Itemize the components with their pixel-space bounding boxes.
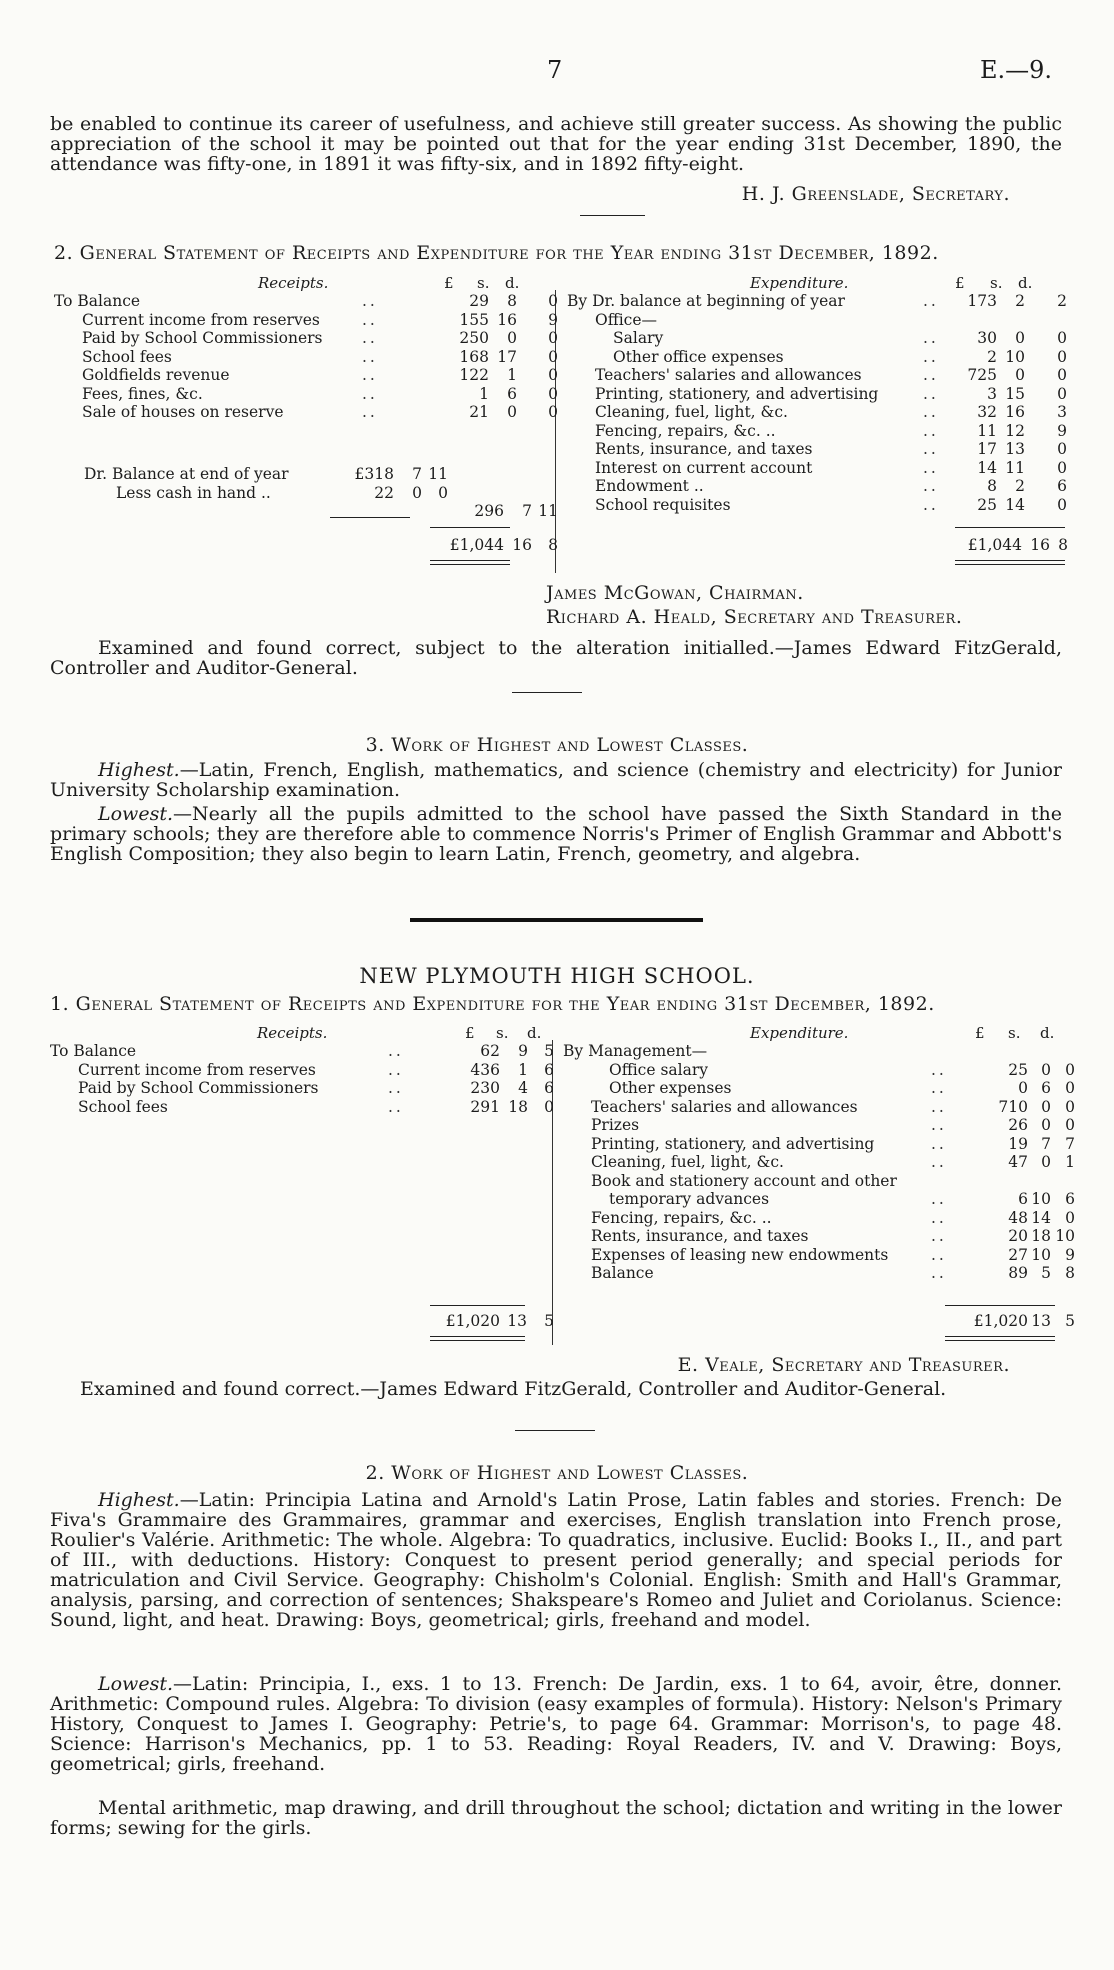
table-row [563, 1208, 1075, 1228]
cell-pence: 1 [1065, 1153, 1075, 1171]
section-heading: 3. Work of Highest and Lowest Classes. [365, 734, 749, 756]
cell-shillings: 10 [1005, 347, 1025, 366]
cell-pence: 0 [1057, 458, 1067, 477]
table-row [567, 366, 1067, 385]
section-heading: 1. General Statement of Receipts and Expenditure for the Year ending 31st December, 1892. [50, 993, 935, 1015]
total-rule [430, 1305, 525, 1306]
pence-col: d. [505, 274, 520, 292]
cell-pounds: 32 [977, 403, 997, 421]
receipts-table [50, 1042, 554, 1116]
cell-shillings: 0 [1041, 1116, 1051, 1134]
receipts-table [54, 292, 558, 422]
examined-note: Examined and found correct, subject to the alteration initialled.—James Edward FitzGerald, Controller and Auditor-General. [50, 637, 1062, 679]
leader-dots: .. [923, 458, 939, 477]
total-pounds: £1,044 [449, 536, 504, 554]
table-row [563, 1060, 1075, 1080]
cell-shillings: 0 [1041, 1060, 1051, 1079]
table-row [567, 329, 1067, 348]
leader-dots: .. [923, 329, 939, 347]
cell-shillings: 18 [508, 1097, 528, 1116]
cell-pounds: 122 [459, 366, 489, 384]
cell-shillings: 2 [1015, 477, 1025, 495]
cell-shillings: 9 [518, 1042, 528, 1060]
leader-dots: .. [362, 347, 378, 366]
cell-pounds: 3 [987, 384, 997, 403]
table-row [54, 347, 558, 367]
row-label: Fencing, repairs, &c. .. [595, 421, 776, 440]
cell-pence: 9 [548, 310, 558, 329]
table-row [50, 1060, 554, 1080]
table-row [563, 1116, 1075, 1135]
leader-dots: .. [923, 403, 939, 421]
leader-dots: .. [931, 1153, 947, 1171]
leader-dots: .. [388, 1079, 404, 1097]
cell-pounds: 27 [1008, 1245, 1028, 1264]
table-row [563, 1264, 1075, 1283]
cell-pence: 0 [548, 384, 558, 403]
cell-pounds: 8 [987, 477, 997, 495]
leader-dots: .. [931, 1264, 947, 1282]
cell-shillings: 11 [1005, 458, 1025, 477]
double-rule [430, 1336, 525, 1337]
table-row [54, 292, 558, 311]
leader-dots: .. [931, 1134, 947, 1153]
shilling-col: s. [1008, 1024, 1021, 1042]
table-row [563, 1042, 1063, 1061]
row-label: Teachers' salaries and allowances [591, 1097, 858, 1116]
table-row [563, 1097, 1075, 1117]
row-label: School requisites [595, 495, 731, 514]
expenditure-table [563, 1042, 1075, 1283]
double-rule [945, 1336, 1055, 1337]
cell-shillings: 10 [1031, 1190, 1051, 1208]
expenditure-total-row [567, 536, 1067, 555]
pence-col: d. [1040, 1024, 1055, 1042]
row-label: To Balance [50, 1042, 137, 1060]
leader-dots: .. [931, 1060, 947, 1079]
leader-dots: .. [923, 495, 939, 514]
cell-shillings: 1 [518, 1060, 528, 1079]
leader-dots: .. [931, 1116, 947, 1134]
cell-pounds: 6 [1018, 1190, 1028, 1208]
total-rule [955, 527, 1065, 528]
table-row [50, 1079, 554, 1098]
cell-pounds: 21 [469, 403, 489, 421]
double-rule [430, 560, 510, 561]
row-label: Cleaning, fuel, light, &c. [595, 403, 788, 421]
cell-shillings: 1 [507, 366, 517, 384]
table-row [50, 1097, 554, 1117]
row-label: Dr. Balance at end of year [84, 465, 289, 483]
cell-shillings: 2 [1015, 292, 1025, 310]
cell-pence: 7 [1065, 1134, 1075, 1153]
row-label: Fees, fines, &c. [82, 384, 203, 403]
pence-col: d. [1018, 274, 1033, 292]
total-pence: 5 [1065, 1312, 1075, 1330]
signatory-secretary: E. Veale, Secretary and Treasurer. [677, 1354, 1010, 1376]
leader-dots: .. [362, 310, 378, 329]
table-row [567, 403, 1067, 422]
total-pounds: £1,020 [973, 1312, 1028, 1330]
table-row [54, 384, 558, 404]
row-label: By Management— [563, 1042, 708, 1060]
cell-shillings: 8 [507, 292, 517, 310]
row-label: Endowment .. [595, 477, 704, 495]
leader-dots: .. [923, 292, 939, 310]
cell-pence: 8 [1065, 1264, 1075, 1282]
leader-dots: .. [923, 384, 939, 403]
page-number: 7 [547, 56, 563, 84]
table-row [567, 496, 1067, 515]
leader-dots: .. [923, 421, 939, 440]
cell-pounds: 25 [977, 495, 997, 514]
leader-dots: .. [931, 1227, 947, 1245]
cell-shillings: 14 [1031, 1208, 1051, 1227]
cell-pounds: 22 [374, 483, 394, 502]
total-pounds: £1,020 [445, 1312, 500, 1330]
cell-pounds: 436 [470, 1060, 500, 1079]
table-row [567, 422, 1067, 441]
cell-pence: 6 [544, 1060, 554, 1079]
highest-text: —Latin: Principia Latina and Arnold's Latin Prose, Latin fables and stories. French: De Fiva's Grammaire des Grammaires, grammar and exercises, English translation into French prose, Roulier's Valérie. Arithmetic: The whole. Algebra: To quadratics, inclusive. Euclid: Books I., II., and part of III., with deductions. History: Conquest to present period generally; and special periods for matriculation and Civil Service. Geography: Chisholm's Colonial. English: Smith and Hall's Grammar, analysis, parsing, and correction of sentences; Shakspeare's Romeo and Juliet and Coriolanus. Science: Sound, light, and heat. Drawing: Boys, geometrical; girls, freehand and model. [50, 1489, 1062, 1631]
total-shillings: 16 [1030, 536, 1050, 554]
cell-pence: 0 [544, 1097, 554, 1116]
section-separator [410, 918, 703, 922]
cell-pence: 5 [544, 1042, 554, 1060]
signatory-secretary: Richard A. Heald, Secretary and Treasurer. [546, 606, 963, 628]
total-shillings: 16 [512, 536, 532, 554]
cell-pounds: 291 [470, 1097, 500, 1116]
row-label: By Dr. balance at beginning of year [567, 292, 845, 310]
row-label: Rents, insurance, and taxes [591, 1227, 809, 1245]
cell-pence: 0 [548, 292, 558, 310]
cell-pence: 0 [1057, 366, 1067, 384]
cell-pence: 2 [1057, 292, 1067, 310]
cell-shillings: 0 [1015, 366, 1025, 384]
receipts-header: Receipts. [257, 1024, 328, 1042]
cell-pounds: 29 [469, 292, 489, 310]
leader-dots: .. [931, 1079, 947, 1097]
expenditure-header: Expenditure. [750, 274, 849, 292]
table-row [563, 1227, 1075, 1246]
table-row [54, 484, 554, 503]
cell-pounds: 14 [977, 458, 997, 477]
cell-shillings: 16 [497, 310, 517, 329]
row-label: Goldfields revenue [82, 366, 230, 384]
cell-shillings: 0 [507, 329, 517, 347]
highest-label: Highest. [98, 759, 180, 781]
cell-shillings: 10 [1031, 1245, 1051, 1264]
cell-shillings: 0 [1041, 1153, 1051, 1171]
row-label: Printing, stationery, and advertising [595, 384, 879, 403]
divider [580, 215, 645, 216]
row-label: Balance [591, 1264, 654, 1282]
row-label: Current income from reserves [78, 1060, 316, 1079]
cell-shillings: 0 [1041, 1097, 1051, 1116]
cell-pounds: 710 [998, 1097, 1028, 1116]
shilling-col: s. [990, 274, 1003, 292]
divider [512, 692, 582, 693]
table-row [54, 310, 558, 330]
table-row [563, 1172, 1063, 1191]
cell-pence: 10 [1055, 1227, 1075, 1245]
examined-note: Examined and found correct.—James Edward FitzGerald, Controller and Auditor-General. [80, 1378, 947, 1400]
cell-shillings: 6 [1041, 1079, 1051, 1097]
intro-signature: H. J. Greenslade, Secretary. [741, 183, 1010, 205]
cell-pence: 0 [1065, 1208, 1075, 1227]
row-label: Paid by School Commissioners [82, 329, 323, 347]
lowest-text: —Latin: Principia, I., exs. 1 to 13. French: De Jardin, exs. 1 to 64, avoir, être, donner. Arithmetic: Compound rules. Algebra: To division (easy examples of formula). History: Nelson's Primary History, Conquest to James I. Geography: Petrie's, to page 64. Grammar: Morrison's, to page 48. Science: Harrison's Mechanics, pp. 1 to 53. Reading: Royal Readers, IV. and V. Drawing: Boys, geometrical; girls, freehand. [50, 1673, 1062, 1775]
double-rule [945, 1340, 1055, 1341]
lowest-paragraph [50, 1674, 1062, 1774]
table-row [563, 1079, 1075, 1098]
cell-shillings: 12 [1005, 421, 1025, 440]
expenditure-total-row [563, 1312, 1075, 1331]
cell-pounds: 155 [459, 310, 489, 329]
total-pence: 8 [548, 536, 558, 554]
leader-dots: .. [931, 1097, 947, 1116]
table-row [567, 292, 1067, 311]
cell-shillings: 16 [1005, 403, 1025, 421]
row-label: Fencing, repairs, &c. .. [591, 1208, 772, 1227]
leader-dots: .. [923, 440, 939, 458]
highest-label: Highest. [98, 1489, 180, 1511]
table-row [54, 502, 558, 521]
total-rule [430, 527, 510, 528]
row-label: Other office expenses [613, 347, 784, 366]
cell-shillings: 4 [518, 1079, 528, 1097]
cell-pounds: 296 [474, 502, 504, 520]
row-label: Less cash in hand .. [116, 483, 271, 502]
subtotal-rule [330, 517, 410, 518]
cell-pence: 11 [538, 502, 558, 520]
cell-pence: 0 [1065, 1079, 1075, 1097]
section-heading: 2. General Statement of Receipts and Expenditure for the Year ending 31st December, 1892. [54, 242, 939, 264]
cell-pence: 11 [428, 465, 448, 483]
total-pence: 5 [544, 1312, 554, 1330]
cell-pounds: 1 [479, 384, 489, 403]
cell-pounds: 168 [459, 347, 489, 366]
total-pence: 8 [1058, 536, 1068, 554]
cell-pence: 0 [1057, 347, 1067, 366]
leader-dots: .. [931, 1245, 947, 1264]
row-label: Cleaning, fuel, light, &c. [591, 1153, 784, 1171]
row-label: School fees [82, 347, 172, 366]
table-row [54, 465, 554, 484]
cell-pounds: 0 [1018, 1079, 1028, 1097]
row-label: Other expenses [609, 1079, 732, 1097]
row-label: Book and stationery account and other [591, 1171, 897, 1190]
lowest-label: Lowest. [98, 1673, 173, 1695]
highest-text: —Latin, French, English, mathematics, and science (chemistry and electricity) for Junior University Scholarship examination. [50, 759, 1062, 801]
row-label: Office— [595, 310, 658, 329]
cell-pounds: 47 [1008, 1153, 1028, 1171]
row-label: Paid by School Commissioners [78, 1079, 319, 1097]
double-rule [430, 1340, 525, 1341]
row-label: Expenses of leasing new endowments [591, 1245, 889, 1264]
cell-pence: 6 [544, 1079, 554, 1097]
row-label: To Balance [54, 292, 141, 310]
receipts-header: Receipts. [258, 274, 329, 292]
leader-dots: .. [923, 366, 939, 384]
signatory-chairman: James McGowan, Chairman. [546, 582, 804, 604]
table-row [54, 366, 558, 385]
row-label: Sale of houses on reserve [82, 403, 284, 421]
double-rule [430, 564, 510, 565]
cell-pounds: 19 [1008, 1134, 1028, 1153]
closing-paragraph: Mental arithmetic, map drawing, and drill throughout the school; dictation and writing in the lower forms; sewing for the girls. [50, 1797, 1062, 1839]
intro-paragraph: be enabled to continue its career of usefulness, and achieve still greater success. As showing the public appreciation of the school it may be pointed out that for the year ending 31st December, 1890, the attendance was fifty-one, in 1891 it was fifty-six, and in 1892 fifty-eight. [50, 113, 1062, 175]
cell-pence: 0 [548, 347, 558, 366]
leader-dots: .. [923, 347, 939, 366]
leader-dots: .. [931, 1190, 947, 1208]
cell-pence: 0 [548, 403, 558, 421]
cell-pence: 3 [1057, 403, 1067, 421]
total-pounds: £1,044 [967, 536, 1022, 554]
row-label: Office salary [609, 1060, 709, 1079]
leader-dots: .. [362, 384, 378, 403]
cell-shillings: 0 [507, 403, 517, 421]
double-rule [955, 564, 1065, 565]
total-rule [945, 1305, 1055, 1306]
cell-pence: 0 [1057, 329, 1067, 347]
cell-shillings: 7 [412, 465, 422, 483]
pound-col: £ [444, 274, 454, 292]
cell-pence: 0 [548, 366, 558, 384]
cell-shillings: 14 [1005, 495, 1025, 514]
cell-shillings: 6 [507, 384, 517, 403]
row-label: Teachers' salaries and allowances [595, 366, 862, 384]
double-rule [955, 560, 1065, 561]
row-label: Salary [613, 329, 664, 347]
row-label: Interest on current account [595, 458, 813, 477]
cell-shillings: 13 [1005, 440, 1025, 458]
cell-pounds: 2 [987, 347, 997, 366]
row-label: Rents, insurance, and taxes [595, 440, 813, 458]
table-row [50, 1042, 554, 1061]
cell-pence: 0 [1065, 1116, 1075, 1134]
row-label: Prizes [591, 1116, 640, 1134]
cell-pence: 0 [1057, 384, 1067, 403]
table-row [567, 459, 1067, 478]
expenditure-header: Expenditure. [750, 1024, 849, 1042]
leader-dots: .. [362, 403, 378, 421]
table-row [567, 311, 1067, 330]
leader-dots: .. [362, 366, 378, 384]
school-title: NEW PLYMOUTH HIGH SCHOOL. [359, 964, 755, 988]
cell-pence: 6 [1065, 1190, 1075, 1208]
cell-pence: 0 [1065, 1097, 1075, 1116]
pound-col: £ [975, 1024, 985, 1042]
cell-shillings: 5 [1041, 1264, 1051, 1282]
row-label: Printing, stationery, and advertising [591, 1134, 875, 1153]
table-row [563, 1190, 1075, 1209]
cell-pounds: 173 [967, 292, 997, 310]
cell-pence: 0 [1057, 440, 1067, 458]
cell-pounds: 62 [480, 1042, 500, 1060]
lowest-label: Lowest. [98, 803, 173, 825]
shilling-col: s. [496, 1024, 509, 1042]
dr-balance-block [54, 465, 558, 521]
highest-paragraph [50, 1490, 1062, 1630]
cell-pounds: 725 [967, 366, 997, 384]
cell-shillings: 0 [412, 483, 422, 502]
leader-dots: .. [388, 1060, 404, 1079]
leader-dots: .. [923, 477, 939, 495]
table-row [567, 348, 1067, 367]
cell-pounds: 25 [1008, 1060, 1028, 1079]
cell-pence: 6 [1057, 477, 1067, 495]
cell-pence: 0 [1065, 1060, 1075, 1079]
shilling-col: s. [477, 274, 490, 292]
cell-pounds: 20 [1008, 1227, 1028, 1245]
cell-pounds: £318 [354, 465, 394, 483]
table-row [567, 477, 1067, 496]
highest-paragraph [50, 760, 1062, 800]
cell-pence: 9 [1065, 1245, 1075, 1264]
table-row [567, 440, 1067, 459]
cell-pounds: 30 [977, 329, 997, 347]
cell-pence: 0 [438, 483, 448, 502]
receipts-total-row [54, 536, 558, 555]
total-shillings: 13 [1031, 1312, 1051, 1330]
cell-pence: 0 [1057, 495, 1067, 514]
pound-col: £ [465, 1024, 475, 1042]
leader-dots: .. [931, 1208, 947, 1227]
table-row [567, 385, 1067, 404]
cell-pounds: 26 [1008, 1116, 1028, 1134]
cell-shillings: 15 [1005, 384, 1025, 403]
row-label: temporary advances [609, 1190, 770, 1208]
leader-dots: .. [362, 292, 378, 310]
cell-shillings: 7 [522, 502, 532, 520]
leader-dots: .. [362, 329, 378, 347]
table-row [54, 329, 558, 348]
cell-pounds: 250 [459, 329, 489, 347]
receipts-total-row [50, 1312, 554, 1331]
pence-col: d. [527, 1024, 542, 1042]
row-label: Current income from reserves [82, 310, 320, 329]
section-heading: 2. Work of Highest and Lowest Classes. [365, 1462, 749, 1484]
leader-dots: .. [388, 1097, 404, 1116]
expenditure-table [567, 292, 1067, 514]
cell-pence: 0 [548, 329, 558, 347]
cell-pounds: 89 [1008, 1264, 1028, 1282]
leader-dots: .. [388, 1042, 404, 1060]
cell-shillings: 0 [1015, 329, 1025, 347]
total-shillings: 13 [507, 1312, 527, 1330]
cell-shillings: 7 [1041, 1134, 1051, 1153]
row-label: School fees [78, 1097, 168, 1116]
cell-shillings: 17 [497, 347, 517, 366]
cell-pounds: 230 [470, 1079, 500, 1097]
lowest-text: —Nearly all the pupils admitted to the school have passed the Sixth Standard in the primary schools; they are therefore able to commence Norris's Primer of English Grammar and Abbott's English Composition; they also begin to learn Latin, French, geometry, and algebra. [50, 803, 1062, 865]
cell-pounds: 11 [977, 421, 997, 440]
table-row [563, 1245, 1075, 1265]
table-row [563, 1134, 1075, 1154]
pound-col: £ [955, 274, 965, 292]
doc-reference: E.—9. [980, 56, 1053, 84]
table-row [54, 403, 558, 422]
cell-shillings: 18 [1031, 1227, 1051, 1245]
divider [515, 1430, 595, 1431]
cell-pounds: 48 [1008, 1208, 1028, 1227]
table-row [563, 1153, 1075, 1172]
cell-pounds: 17 [977, 440, 997, 458]
cell-pence: 9 [1057, 421, 1067, 440]
lowest-paragraph [50, 804, 1062, 864]
